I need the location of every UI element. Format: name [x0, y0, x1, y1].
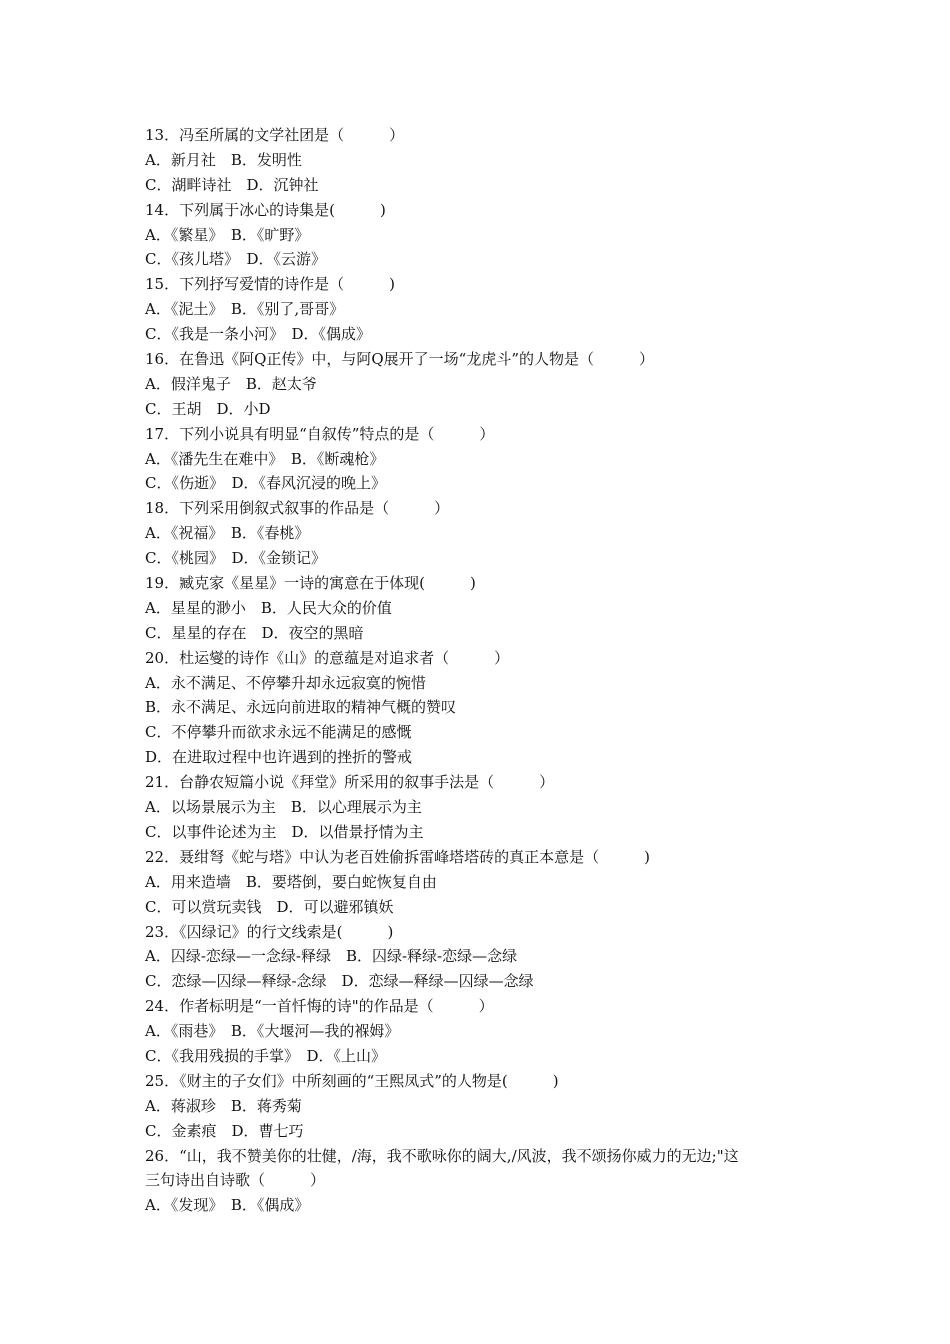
option-line: A．《繁星》 B．《旷野》 [145, 225, 310, 244]
question-list [145, 123, 825, 1218]
question-26: 26．“山，我不赞美你的壮健，/海，我不歌咏你的阔大,/风波，我不颂扬你威力的无边;"这 [145, 1146, 739, 1165]
question-23: 23．《囚绿记》的行文线索是( ) [145, 922, 394, 941]
option-line: A．蒋淑珍 B．蒋秀菊 [145, 1096, 302, 1115]
question-26-continued: 三句诗出自诗歌（ ） [145, 1171, 326, 1190]
question-16: 16．在鲁迅《阿Q正传》中，与阿Q展开了一场“龙虎斗”的人物是（ ） [145, 350, 655, 369]
option-line: C．王胡 D．小D [145, 399, 271, 418]
question-19: 19．臧克家《星星》一诗的寓意在于体现( ) [145, 574, 476, 593]
option-line: C．《桃园》 D．《金锁记》 [145, 549, 327, 568]
option-line: C．星星的存在 D．夜空的黑暗 [145, 623, 364, 642]
option-line: A．《祝福》 B．《春桃》 [145, 524, 310, 543]
option-line: A．《雨巷》 B．《大堰河—我的褓姆》 [145, 1022, 400, 1041]
option-line: C．以事件论述为主 D．以借景抒情为主 [145, 822, 424, 841]
option-line: A．以场景展示为主 B．以心理展示为主 [145, 798, 422, 817]
question-13: 13．冯至所属的文学社团是（ ） [145, 126, 405, 144]
option-line: A．新月社 B．发明性 [145, 150, 302, 169]
question-14: 14．下列属于冰心的诗集是( ) [145, 200, 386, 219]
question-22: 22．聂绀弩《蛇与塔》中认为老百姓偷拆雷峰塔塔砖的真正本意是（ ) [145, 847, 650, 866]
question-20: 20．杜运燮的诗作《山》的意蕴是对追求者（ ） [145, 648, 510, 667]
option-line: A．星星的渺小 B．人民大众的价值 [145, 598, 392, 617]
option-line: C．恋绿—囚绿—释绿-念绿 D．恋绿—释绿—囚绿—念绿 [145, 972, 534, 991]
option-line: B．永不满足、永远向前进取的精神气概的赞叹 [145, 698, 457, 717]
option-line: A．假洋鬼子 B．赵太爷 [145, 374, 317, 393]
option-line: C．不停攀升而欲求永远不能满足的感慨 [145, 723, 412, 742]
question-21: 21．台静农短篇小说《拜堂》所采用的叙事手法是（ ） [145, 773, 555, 792]
option-line: D．在进取过程中也许遇到的挫折的警戒 [145, 748, 413, 767]
question-18: 18．下列采用倒叙式叙事的作品是（ ） [145, 499, 450, 518]
option-line: A．《泥土》 B．《别了,哥哥》 [145, 300, 345, 319]
option-line: A．囚绿-恋绿—一念绿-释绿 B．囚绿-释绿-恋绿—念绿 [145, 947, 518, 966]
question-24: 24．作者标明是“一首忏悔的诗"的作品是（ ） [145, 997, 494, 1016]
question-15: 15．下列抒写爱情的诗作是（ ) [145, 275, 395, 294]
option-line: A．《发现》 B．《偶成》 [145, 1196, 310, 1215]
option-line: A．永不满足、不停攀升却永远寂寞的惋惜 [145, 673, 426, 692]
option-line: C．《孩儿塔》 D．《云游》 [145, 250, 327, 269]
question-25: 25．《财主的子女们》中所刻画的“王熙凤式”的人物是( ) [145, 1071, 559, 1090]
question-17: 17．下列小说具有明显“自叙传”特点的是（ ） [145, 424, 495, 443]
option-line: A．用来造墙 B．要塔倒，要白蛇恢复自由 [145, 872, 437, 891]
option-line: C．金素痕 D．曹七巧 [145, 1121, 304, 1140]
option-line: C．《我是一条小河》 D．《偶成》 [145, 325, 372, 344]
option-line: C．《我用残损的手掌》 D．《上山》 [145, 1046, 387, 1065]
option-line: C．可以赏玩卖钱 D．可以避邪镇妖 [145, 897, 394, 916]
option-line: A．《潘先生在难中》 B．《断魂枪》 [145, 449, 385, 468]
option-line: C．《伤逝》 D．《春风沉浸的晚上》 [145, 474, 387, 493]
option-line: C．湖畔诗社 D．沉钟社 [145, 175, 319, 194]
